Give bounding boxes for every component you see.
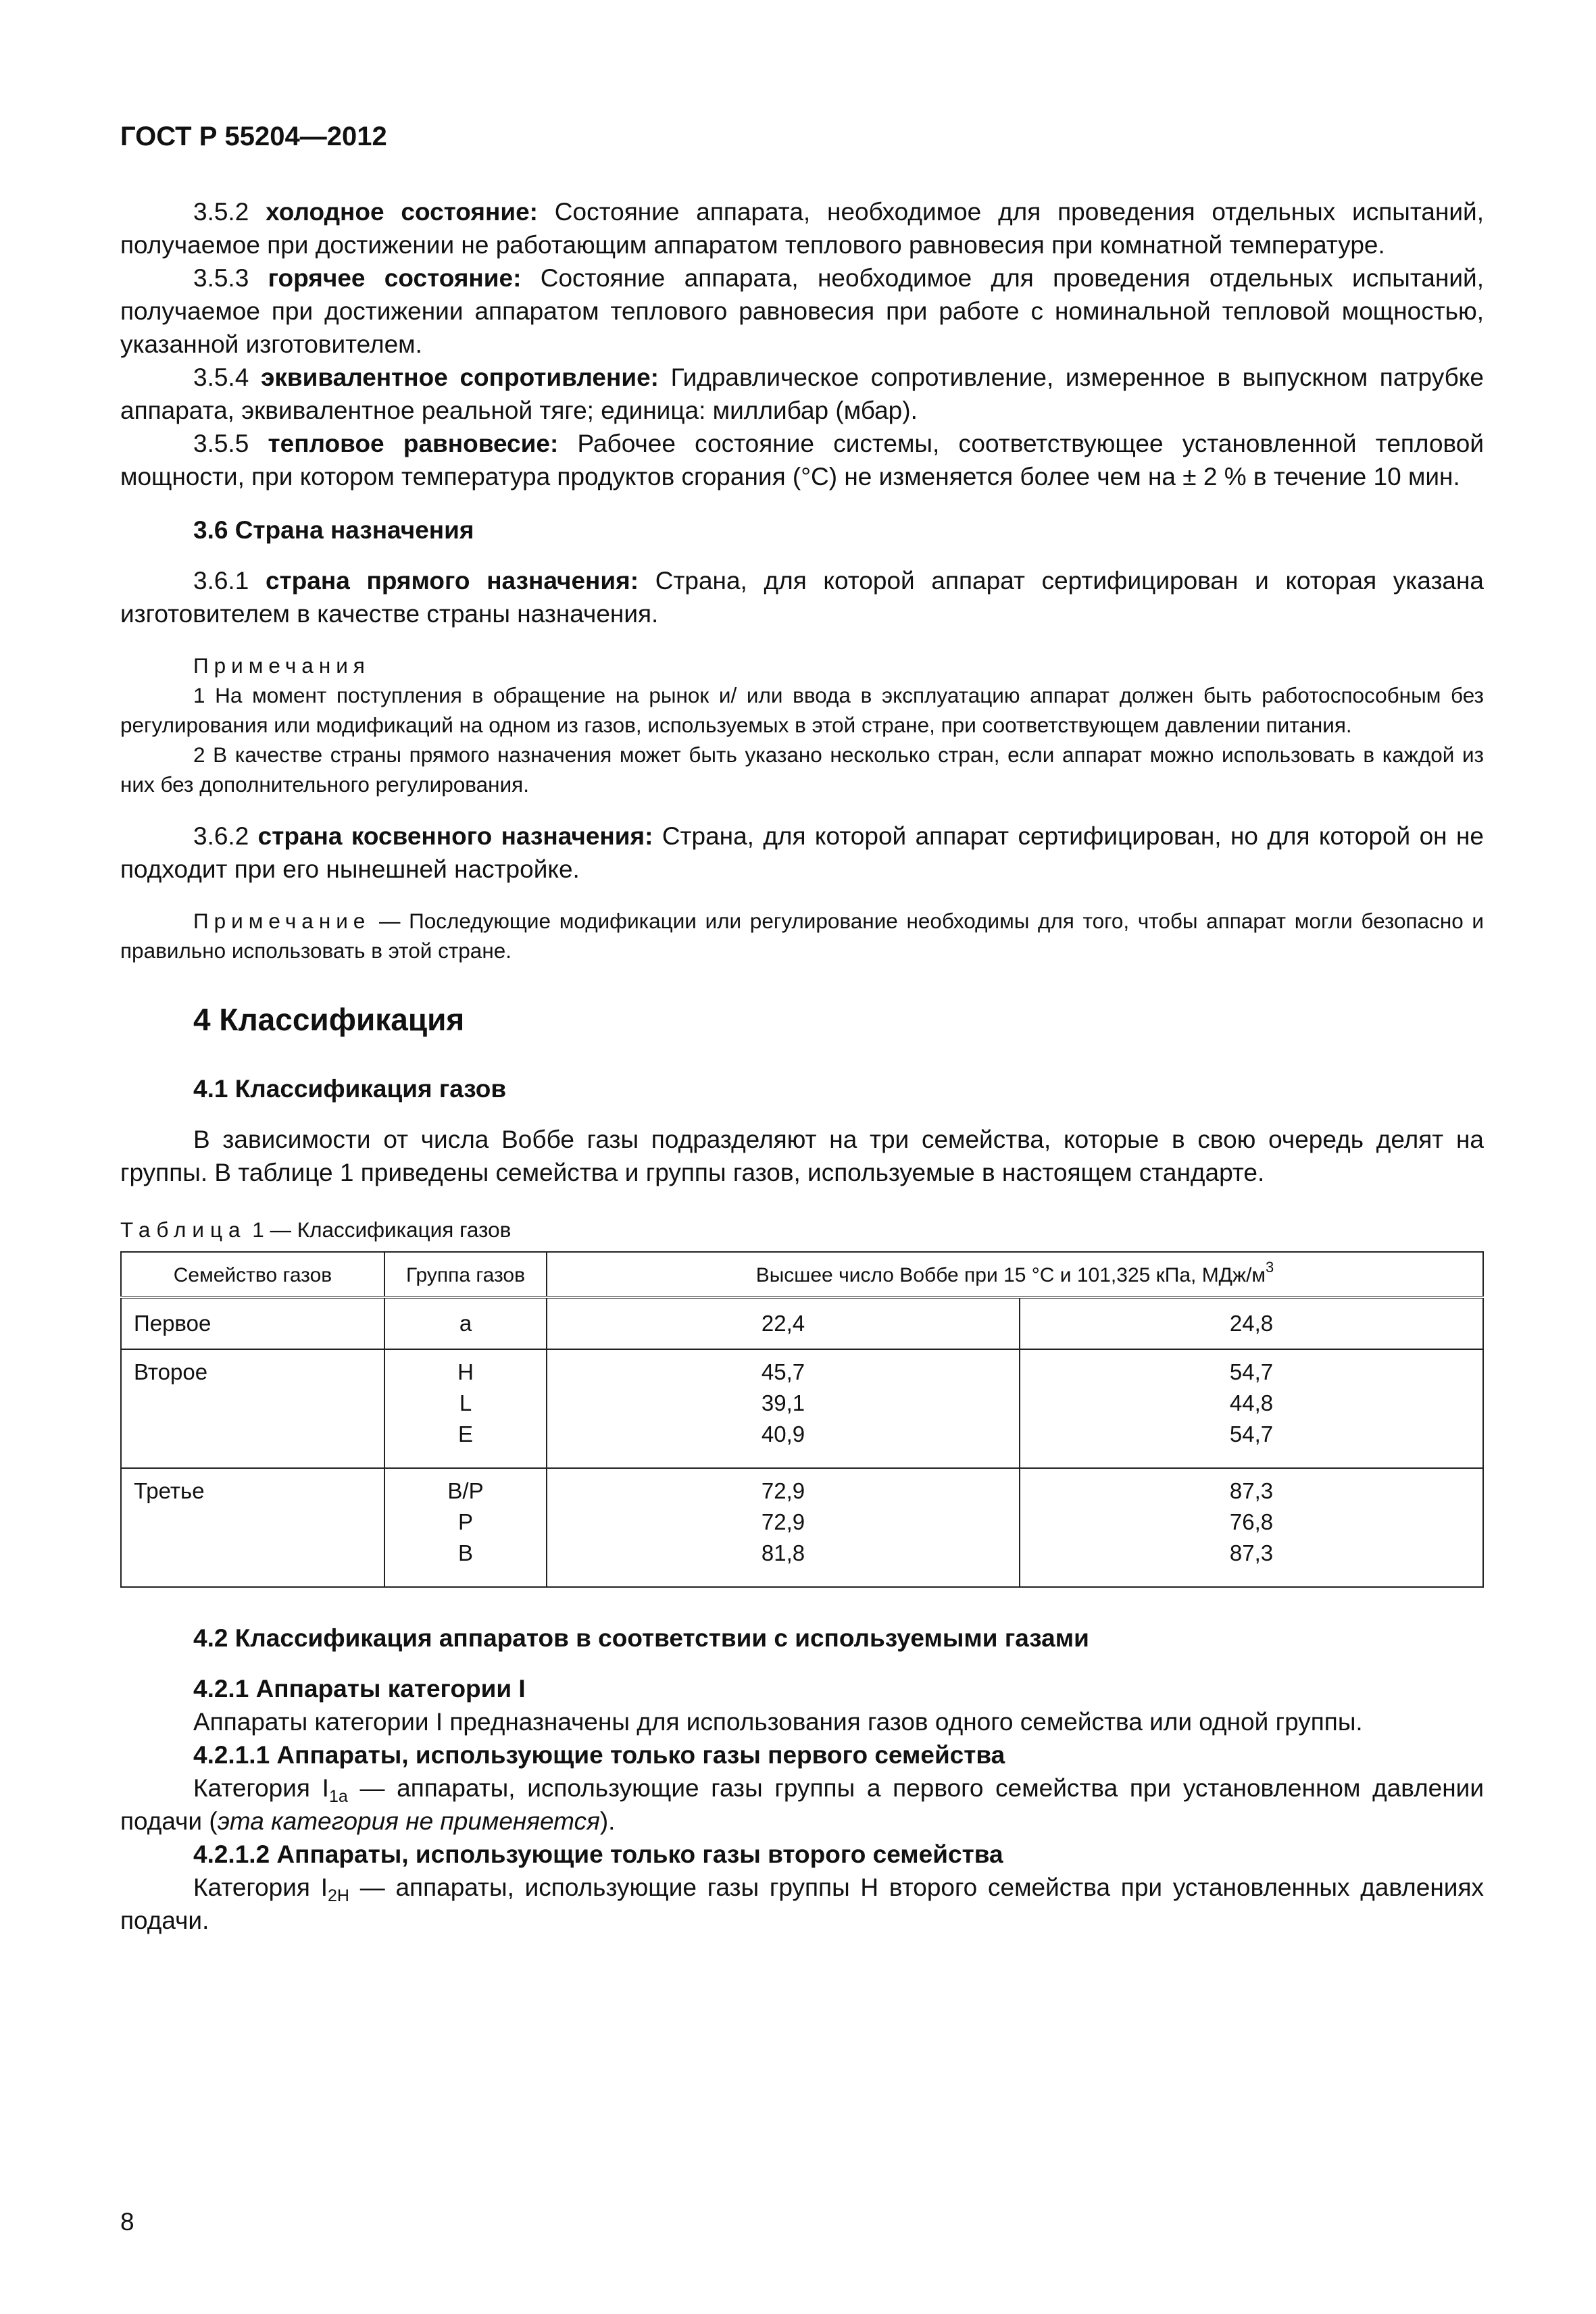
cell-wobbe-min: 22,4 xyxy=(547,1297,1020,1349)
paragraph-4-1: В зависимости от числа Воббе газы подразделяют на три семейства, которые в свою очередь делят на группы. В таблице 1 приведены семейства и группы газов, используемые в настоящем стандарте. xyxy=(120,1126,1484,1186)
cell-group: Н L Е xyxy=(384,1349,547,1468)
table-row xyxy=(121,1297,1483,1349)
cell-family: Второе xyxy=(121,1349,384,1468)
clause-3-5-2: 3.5.2 холодное состояние: Состояние аппарата, необходимое для проведения отдельных испытаний, получаемое при достижении не работающим аппаратом теплового равновесия при комнатной температуре. xyxy=(120,198,1484,259)
table-header-row xyxy=(121,1252,1483,1297)
clause-3-6-1: 3.6.1 страна прямого назначения: Страна, для которой аппарат сертифицирован и которая указана изготовителем в качестве страны назначения. xyxy=(120,567,1485,628)
page-number: 8 xyxy=(120,2208,134,2236)
paragraph-4-2-1-1: Категория $I_{1a}$ — аппараты, использующие газы группы а первого семейства при установленном давлении подачи (эта категория не применяется). xyxy=(120,1774,1484,1835)
clause-3-6-2: 3.6.2 страна косвенного назначения: Страна, для которой аппарат сертифицирован, но для которой он не подходит при его нынешней настройке. xyxy=(120,822,1485,883)
notes-heading: Примечания xyxy=(193,653,370,678)
cell-family: Первое xyxy=(121,1297,384,1349)
header-wobbe: Высшее число Воббе при 15 °С и 101,325 кПа, МДж/$м^3$ xyxy=(547,1252,1483,1297)
section-4-2-1-1-heading: 4.2.1.1 Аппараты, использующие только газы первого семейства xyxy=(193,1741,1005,1769)
clause-3-5-3: 3.5.3 горячее состояние: Состояние аппарата, необходимое для проведения отдельных испытаний, получаемое при достижении аппаратом теплового равновесия при работе с номинальной тепловой мощностью, указанной изготовителем. xyxy=(120,264,1484,358)
cell-wobbe-min: 45,7 39,1 40,9 xyxy=(547,1349,1020,1468)
section-4-heading: 4 Классификация xyxy=(193,1002,465,1037)
cell-group: а xyxy=(384,1297,547,1349)
section-4-2-1-heading: 4.2.1 Аппараты категории I xyxy=(193,1675,526,1703)
cell-group: В/Р Р В xyxy=(384,1468,547,1587)
cell-family: Третье xyxy=(121,1468,384,1587)
note-3: Примечание — Последующие модификации или регулирование необходимы для того, чтобы аппарат могли безопасно и правильно использовать в этой стране. xyxy=(120,909,1484,963)
table-row xyxy=(121,1349,1483,1468)
cell-wobbe-max: 87,3 76,8 87,3 xyxy=(1020,1468,1483,1587)
section-4-2-heading: 4.2 Классификация аппаратов в соответствии с используемыми газами xyxy=(193,1624,1089,1652)
note-2: 2 В качестве страны прямого назначения может быть указано несколько стран, если аппарат можно использовать в каждой из них без дополнительного регулирования. xyxy=(120,743,1484,797)
table-row xyxy=(121,1468,1483,1587)
section-4-1-heading: 4.1 Классификация газов xyxy=(193,1075,507,1103)
cell-wobbe-max: 54,7 44,8 54,7 xyxy=(1020,1349,1483,1468)
document-page xyxy=(120,122,1484,1937)
table-caption: Таблица 1 — Классификация газов xyxy=(120,1217,512,1242)
paragraph-4-2-1-2: Категория $I_{2H}$ — аппараты, использующие газы группы Н второго семейства при установленных давлениях подачи. xyxy=(120,1873,1484,1934)
header-group: Группа газов xyxy=(384,1252,547,1297)
paragraph-4-2-1: Аппараты категории I предназначены для использования газов одного семейства или одной группы. xyxy=(193,1708,1363,1736)
section-3-6-heading: 3.6 Страна назначения xyxy=(193,516,474,544)
section-4-2-1-2-heading: 4.2.1.2 Аппараты, использующие только газы второго семейства xyxy=(193,1840,1003,1868)
note-1: 1 На момент поступления в обращение на рынок и/ или ввода в эксплуатацию аппарат должен быть работоспособным без регулирования или модификаций на одном из газов, используемых в этой стране, при соответствующем давлении питания. xyxy=(120,683,1484,737)
header-family: Семейство газов xyxy=(121,1252,384,1297)
cell-wobbe-max: 24,8 xyxy=(1020,1297,1483,1349)
clause-3-5-5: 3.5.5 тепловое равновесие: Рабочее состояние системы, соответствующее установленной тепловой мощности, при котором температура продуктов сгорания (°С) не изменяется более чем на ± 2 % в течение 10 мин. xyxy=(120,430,1485,491)
clause-3-5-4: 3.5.4 эквивалентное сопротивление: Гидравлическое сопротивление, измеренное в выпускном патрубке аппарата, эквивалентное реальной тяге; единица: миллибар (мбар). xyxy=(120,363,1484,424)
cell-wobbe-min: 72,9 72,9 81,8 xyxy=(547,1468,1020,1587)
gas-classification-table xyxy=(120,1251,1484,1588)
document-header: ГОСТ Р 55204—2012 xyxy=(120,122,387,151)
